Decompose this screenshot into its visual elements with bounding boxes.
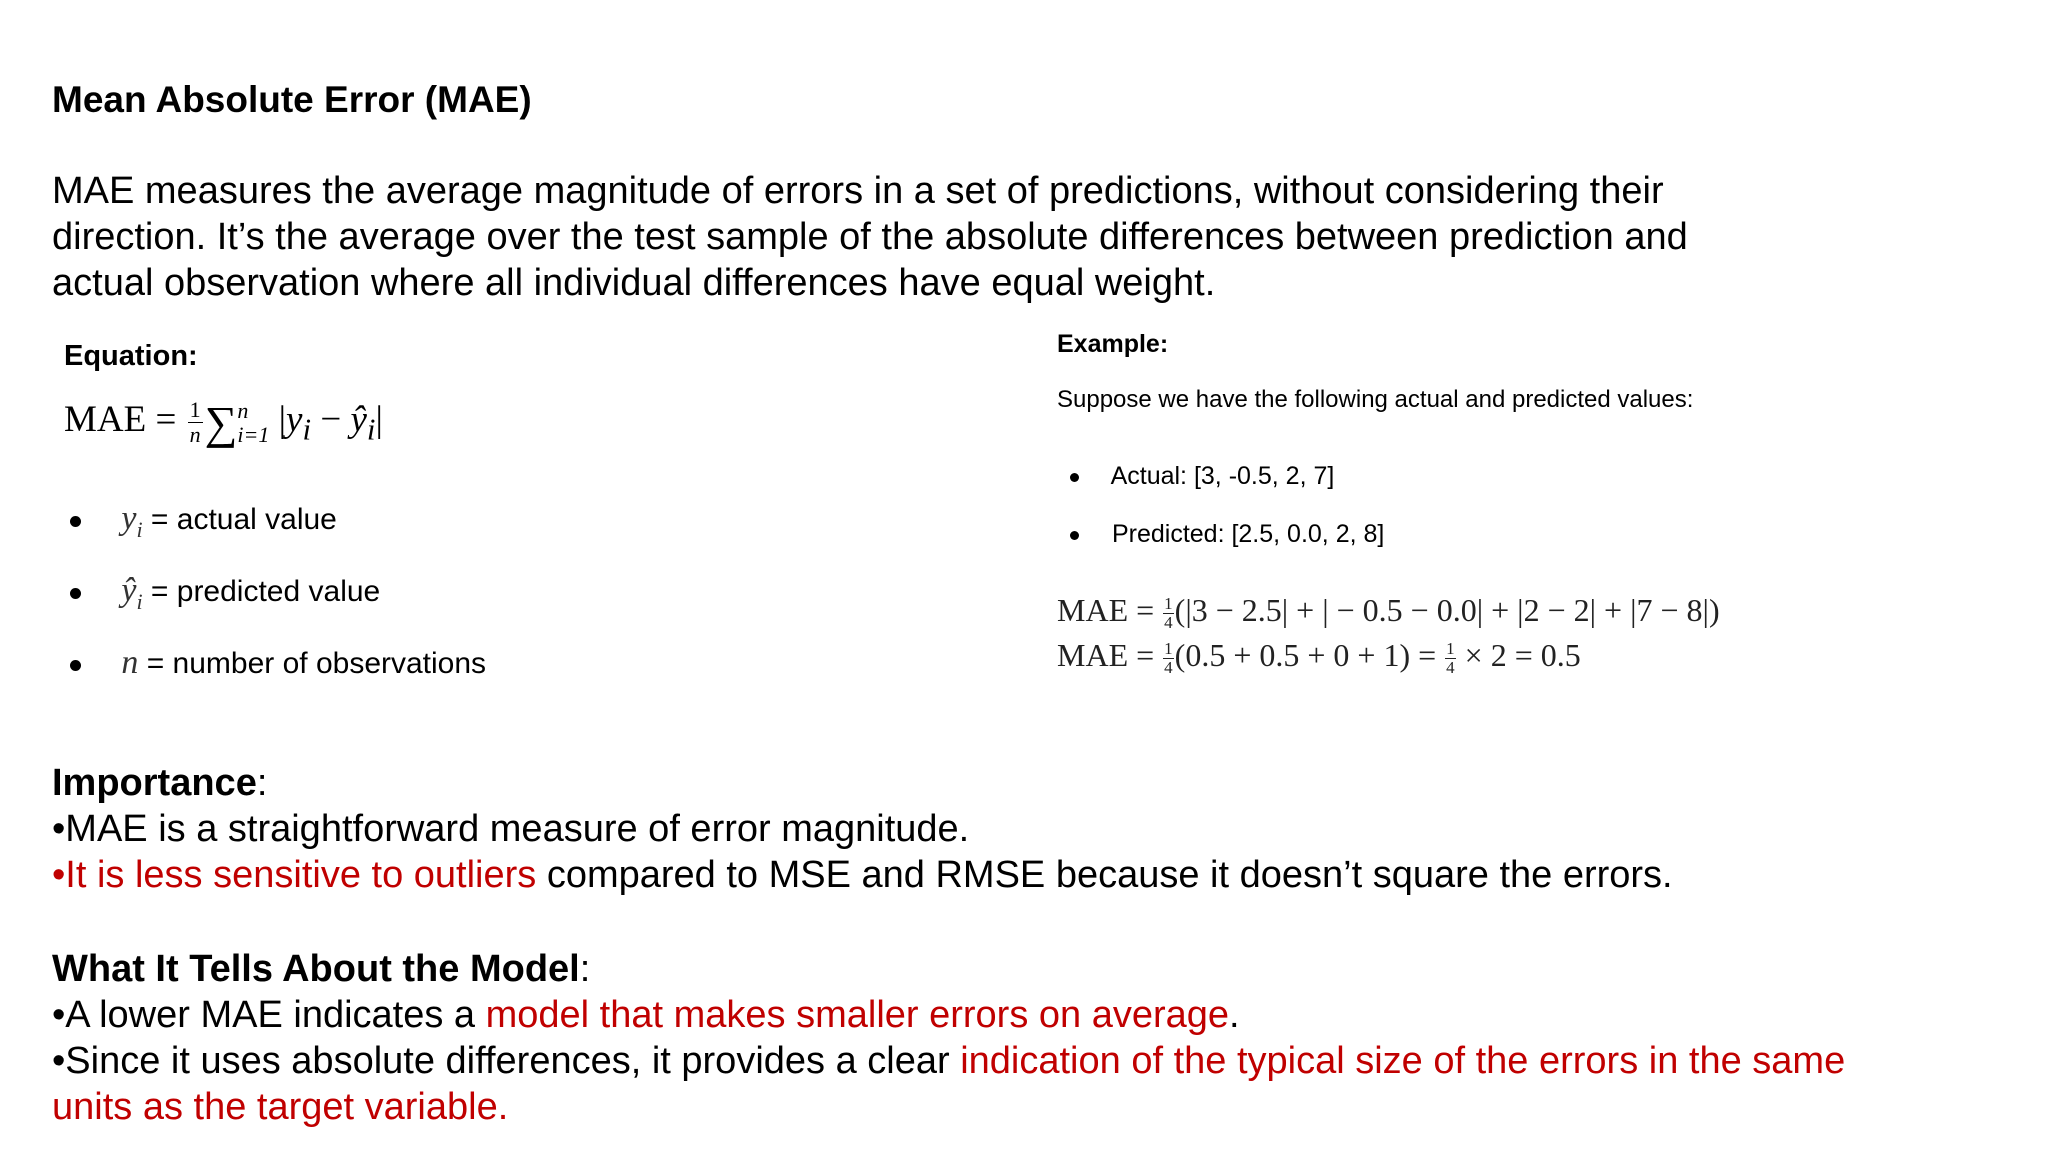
variable-symbol: n (121, 644, 139, 681)
bullet-icon (70, 516, 81, 527)
mae-formula: MAE = $\frac{1}{n}$ ∑ n i=1 $|y_i$ − $ŷ_i|$ (64, 397, 383, 448)
variable-symbol: $ŷ_i$ (121, 572, 143, 614)
bullet-icon (70, 660, 81, 671)
variable-definitions (70, 500, 486, 716)
formula-lhs: MAE (64, 398, 147, 440)
variable-description: = actual value (150, 503, 337, 536)
importance-heading: Importance: (52, 762, 268, 804)
importance-line-1: •MAE is a straightforward measure of error magnitude. (52, 808, 970, 850)
intro-paragraph (52, 168, 1992, 306)
list-item: Actual: [3, -0.5, 2, 7] (1070, 462, 1384, 520)
intro-line: MAE measures the average magnitude of errors in a set of predictions, without considering their (52, 170, 1664, 212)
intro-line: actual observation where all individual differences have equal weight. (52, 262, 1216, 304)
model-heading: What It Tells About the Model: (52, 948, 591, 990)
list-item (70, 500, 486, 572)
variable-description: = predicted value (150, 575, 381, 608)
example-calc-line-2: MAE = $\frac{1}{4}$ (0.5 + 0.5 + 0 + 1) = $\frac{1}{4}$ × 2 = 0.5 (1057, 637, 1581, 678)
variable-description: = number of observations (146, 647, 487, 680)
model-line-1: •A lower MAE indicates a model that makes smaller errors on average. (52, 994, 1240, 1036)
example-heading: Example: (1057, 330, 1169, 358)
model-line-3: units as the target variable. (52, 1086, 509, 1128)
page-title: Mean Absolute Error (MAE) (52, 79, 532, 120)
model-line-2: •Since it uses absolute differences, it provides a clear indication of the typical size of the errors in the same (52, 1040, 1846, 1082)
bullet-icon (1070, 473, 1079, 482)
variable-symbol: $y_i$ (121, 500, 143, 542)
bullet-icon (70, 588, 81, 599)
bullet-icon (1070, 531, 1079, 540)
example-intro: Suppose we have the following actual and predicted values: (1057, 386, 1694, 413)
example-values (1070, 462, 1384, 578)
list-item (70, 644, 486, 716)
intro-line: direction. It’s the average over the test sample of the absolute differences between prediction and (52, 216, 1688, 258)
list-item: Predicted: [2.5, 0.0, 2, 8] (1070, 520, 1384, 578)
example-calc-line-1: MAE = $\frac{1}{4}$ (|3 − 2.5| + | − 0.5 − 0.0| + |2 − 2| + |7 − 8|) (1057, 592, 1720, 633)
equation-heading: Equation: (64, 340, 198, 372)
importance-line-2: •It is less sensitive to outliers compared to MSE and RMSE because it doesn’t square the errors. (52, 854, 1673, 896)
list-item (70, 572, 486, 644)
